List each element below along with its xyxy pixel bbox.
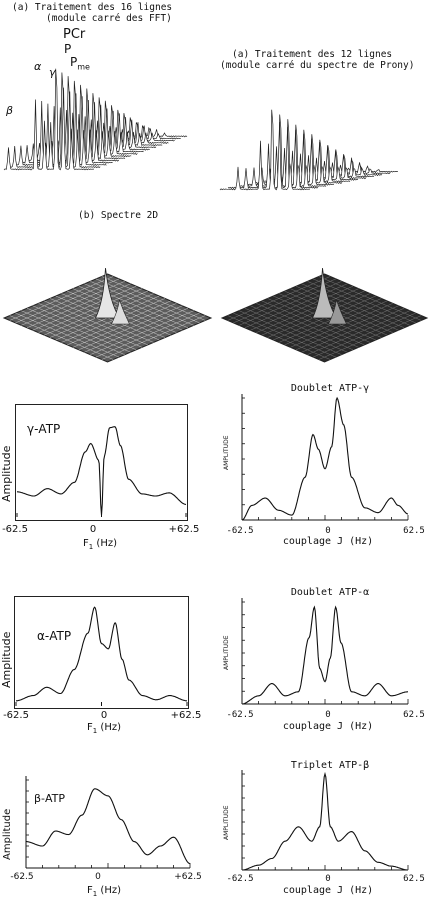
p-peak-label: P (64, 42, 72, 56)
fft-beta-xtick-max: +62.5 (174, 872, 202, 882)
pme-sub: me (77, 62, 90, 72)
prony-caption-line2: (module carré du spectre de Prony) (220, 60, 415, 71)
stacked-fft-spectra (0, 20, 215, 205)
prony-gamma-curve (238, 394, 416, 524)
spectre-2d-caption: (b) Spectre 2D (78, 210, 159, 221)
fft-gamma-xtick-min: -62.5 (2, 524, 28, 535)
prony-gamma-xlabel: couplage J (Hz) (282, 536, 374, 547)
xlabel-unit: (Hz) (93, 538, 117, 549)
fft-beta-xlabel (74, 885, 134, 898)
fft-gamma-label: γ-ATP (27, 422, 61, 436)
fft-gamma-xtick-max: +62.5 (168, 524, 200, 535)
fft-caption-line1: (a) Traitement des 16 lignes (12, 2, 173, 13)
spectrum-2d-surface-prony (218, 248, 431, 360)
pme-peak-label (70, 55, 90, 71)
fft-alpha-ylabel: Amplitude (0, 631, 13, 688)
alpha-peak-label: α (34, 60, 42, 73)
prony-gamma-xtick-min: -62.5 (226, 526, 254, 536)
xlabel-sub: 1 (92, 890, 98, 898)
xlabel-base: F (87, 885, 93, 896)
prony-beta-ylabel: AMPLITUDE (223, 805, 230, 840)
xlabel-sub: 1 (92, 727, 98, 735)
fft-caption-line2: (module carré des FFT) (46, 13, 172, 24)
prony-alpha-ylabel: AMPLITUDE (223, 635, 230, 670)
prony-gamma-title: Doublet ATP-γ (290, 383, 370, 394)
fft-beta-label: β-ATP (34, 792, 66, 805)
pme-base: P (70, 55, 78, 69)
prony-alpha-xtick-max: 62.5 (403, 710, 425, 720)
prony-alpha-xtick-min: -62.5 (226, 710, 254, 720)
prony-gamma-xtick-max: 62.5 (403, 526, 425, 536)
xlabel-unit: (Hz) (97, 722, 121, 733)
fft-beta-curve (22, 772, 192, 872)
xlabel-unit: (Hz) (97, 885, 121, 896)
series-line (242, 398, 408, 520)
prony-alpha-title: Doublet ATP-α (290, 587, 370, 598)
fft-beta-ylabel: Amplitude (2, 808, 13, 860)
series-line (242, 607, 408, 704)
series-line (17, 427, 186, 515)
fft-beta-xtick-min: -62.5 (10, 872, 34, 882)
xlabel-sub: 1 (88, 543, 94, 551)
prony-gamma-ylabel: AMPLITUDE (223, 435, 230, 470)
prony-beta-curve (238, 770, 416, 874)
fft-gamma-xlabel (70, 538, 130, 551)
stacked-prony-spectra (218, 72, 431, 212)
prony-alpha-xtick-zero: 0 (325, 710, 331, 720)
pcr-peak-label: PCr (63, 27, 86, 42)
fft-beta-xtick-zero: 0 (95, 872, 101, 882)
fft-alpha-xtick-zero: 0 (100, 710, 108, 721)
fft-alpha-xtick-min: -62.5 (3, 710, 29, 721)
prony-gamma-xtick-zero: 0 (325, 526, 331, 536)
series-line (16, 607, 187, 701)
spectrum-2d-surface-fft (0, 248, 215, 360)
prony-beta-xlabel: couplage J (Hz) (282, 885, 374, 896)
fft-gamma-ylabel: Amplitude (0, 445, 13, 502)
prony-beta-xtick-min: -62.5 (226, 874, 254, 884)
series-line (242, 774, 408, 870)
fft-alpha-label: α-ATP (37, 629, 72, 643)
prony-beta-xtick-max: 62.5 (403, 874, 425, 884)
prony-caption-line1: (a) Traitement des 12 lignes (232, 49, 393, 60)
gamma-peak-label: γ (49, 66, 56, 79)
beta-peak-label: β (6, 104, 14, 117)
fft-alpha-xtick-max: +62.5 (170, 710, 202, 721)
xlabel-base: F (83, 538, 89, 549)
xlabel-base: F (87, 722, 93, 733)
prony-beta-xtick-zero: 0 (325, 874, 331, 884)
fft-alpha-curve (14, 596, 189, 709)
prony-alpha-xlabel: couplage J (Hz) (282, 721, 374, 732)
prony-beta-title: Triplet ATP-β (290, 760, 370, 771)
fft-gamma-xtick-zero: 0 (89, 524, 97, 535)
prony-alpha-curve (238, 598, 416, 708)
fft-alpha-xlabel (74, 722, 134, 735)
